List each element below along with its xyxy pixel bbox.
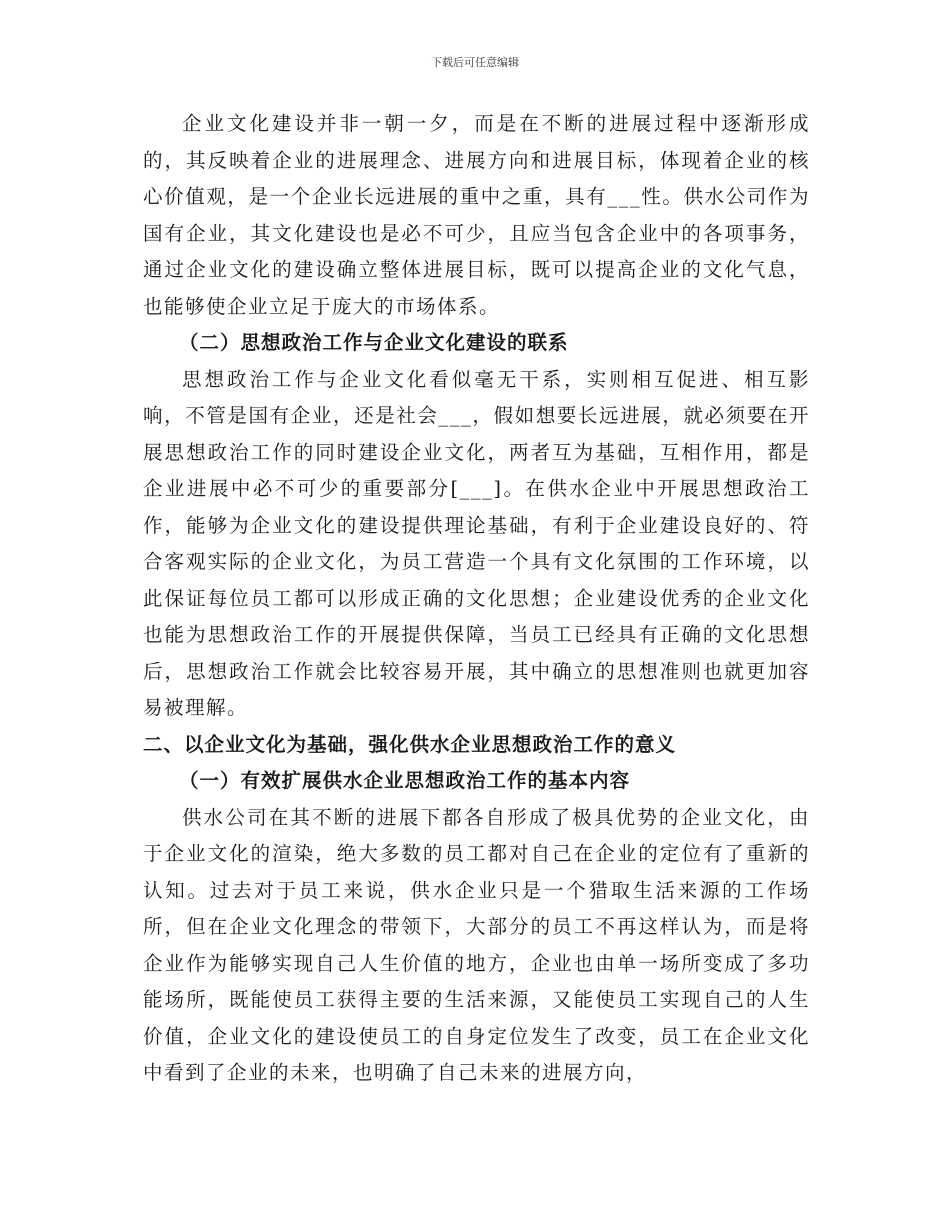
document-body [143,106,810,1092]
section-heading-1: （一）有效扩展供水企业思想政治工作的基本内容 [179,769,631,792]
paragraph-expand-content: 供水公司在其不断的进展下都各自形成了极具优势的企业文化，由于企业文化的渲染，绝大多数的员工都对自己在企业的定位有了重新的认知。过去对于员工来说，供水企业只是一个猎取生活来源的工作场所，但在企业文化理念的带领下，大部分的员工不再这样认为，而是将企业作为能够实现自己人生价值的地方，企业也由单一场所变成了多功能场所，既能使员工获得主要的生活来源，又能使员工实现自己的人生价值，企业文化的建设使员工的自身定位发生了改变，员工在企业文化中看到了企业的未来，也明确了自己未来的进展方向， [143,805,810,1084]
section-heading-2: （二）思想政治工作与企业文化建设的联系 [179,331,569,354]
paragraph-relation: 思想政治工作与企业文化看似毫无干系，实则相互促进、相互影响，不管是国有企业，还是社会___，假如想要长远进展，就必须要在开展思想政治工作的同时建设企业文化，两者互为基础，互相作用，都是企业进展中必不可少的重要部分[___]。在供水企业中开展思想政治工作，能够为企业文化的建设提供理论基础，有利于企业建设良好的、符合客观实际的企业文化，为员工营造一个具有文化氛围的工作环境，以此保证每位员工都可以形成正确的文化思想；企业建设优秀的企业文化也能为思想政治工作的开展提供保障，当员工已经具有正确的文化思想后，思想政治工作就会比较容易开展，其中确立的思想准则也就更加容易被理解。 [143,367,810,719]
chapter-heading-2: 二、以企业文化为基础，强化供水企业思想政治工作的意义 [143,732,677,756]
paragraph-culture-construction: 企业文化建设并非一朝一夕，而是在不断的进展过程中逐渐形成的，其反映着企业的进展理念、进展方向和进展目标，体现着企业的核心价值观，是一个企业长远进展的重中之重，具有___性。供水公司作为国有企业，其文化建设也是必不可少，且应当包含企业中的各项事务，通过企业文化的建设确立整体进展目标，既可以提高企业的文化气息，也能够使企业立足于庞大的市场体系。 [143,112,810,318]
page-header: 下载后可任意编辑 [431,56,519,69]
